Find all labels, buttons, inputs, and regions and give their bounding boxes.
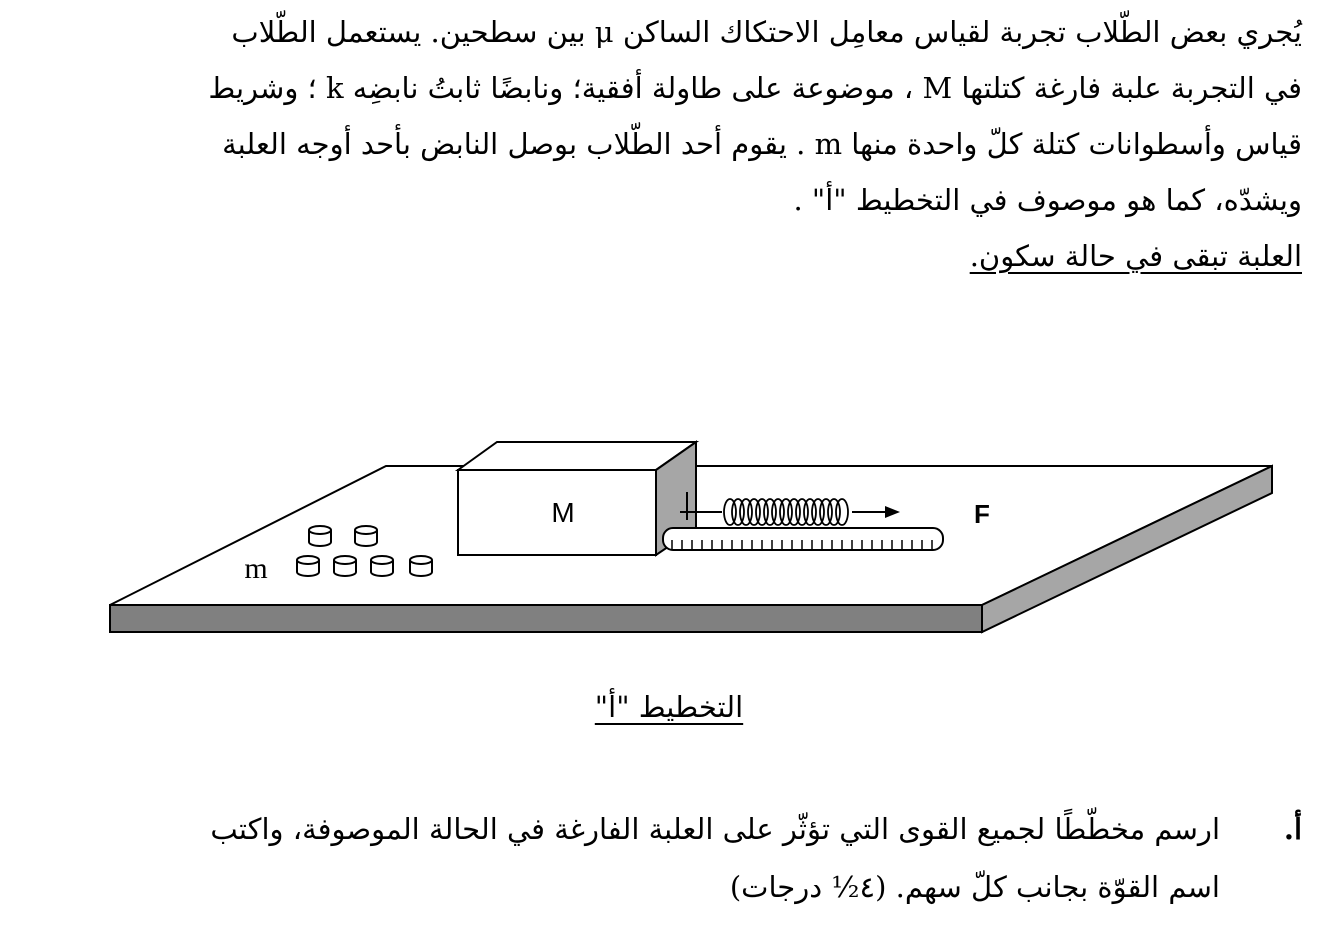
diagram-caption: [0, 690, 1338, 724]
rest-statement: العلبة تبقى في حالة سكون.: [969, 239, 1302, 273]
problem-paragraph: [32, 4, 1302, 284]
question-a: [32, 800, 1302, 916]
mass-label: m: [244, 552, 268, 585]
measuring-tape: [663, 528, 943, 550]
question-body: [32, 800, 1220, 916]
paragraph-line-1: يُجري بعض الطّلاب تجربة لقياس معامِل الاحتكاك الساكن μ بين سطحين. يستعمل الطّلاب: [231, 15, 1302, 49]
experiment-diagram: [0, 420, 1338, 670]
paragraph-line-5: [32, 228, 1302, 284]
question-line-2: اسم القوّة بجانب كلّ سهم. (٤½ درجات): [729, 870, 1220, 904]
question-line-1: ارسم مخطّطًا لجميع القوى التي تؤثّر على العلبة الفارغة في الحالة الموصوفة، واكتب: [210, 812, 1220, 846]
mass-cylinder: [371, 556, 393, 576]
diagram-caption-text: التخطيط "أ": [594, 690, 744, 724]
mass-cylinder: [410, 556, 432, 576]
table-front: [110, 605, 982, 632]
paragraph-line-2: في التجربة علبة فارغة كتلتها M ، موضوعة على طاولة أفقية؛ ونابضًا ثابتُ نابضِه k ؛ وشريط: [208, 71, 1302, 105]
mass-cylinder: [297, 556, 319, 576]
box-label: M: [551, 497, 575, 528]
paragraph-line-3: قياس وأسطوانات كتلة كلّ واحدة منها m . يقوم أحد الطّلاب بوصل النابض بأحد أوجه العلبة: [222, 127, 1302, 161]
force-label: F: [974, 499, 990, 529]
question-label: أ.: [1283, 812, 1302, 846]
mass-cylinder: [334, 556, 356, 576]
paragraph-line-4: ويشدّه، كما هو موصوف في التخطيط "أ" .: [793, 183, 1302, 217]
mass-cylinder: [309, 526, 331, 546]
mass-cylinder: [355, 526, 377, 546]
